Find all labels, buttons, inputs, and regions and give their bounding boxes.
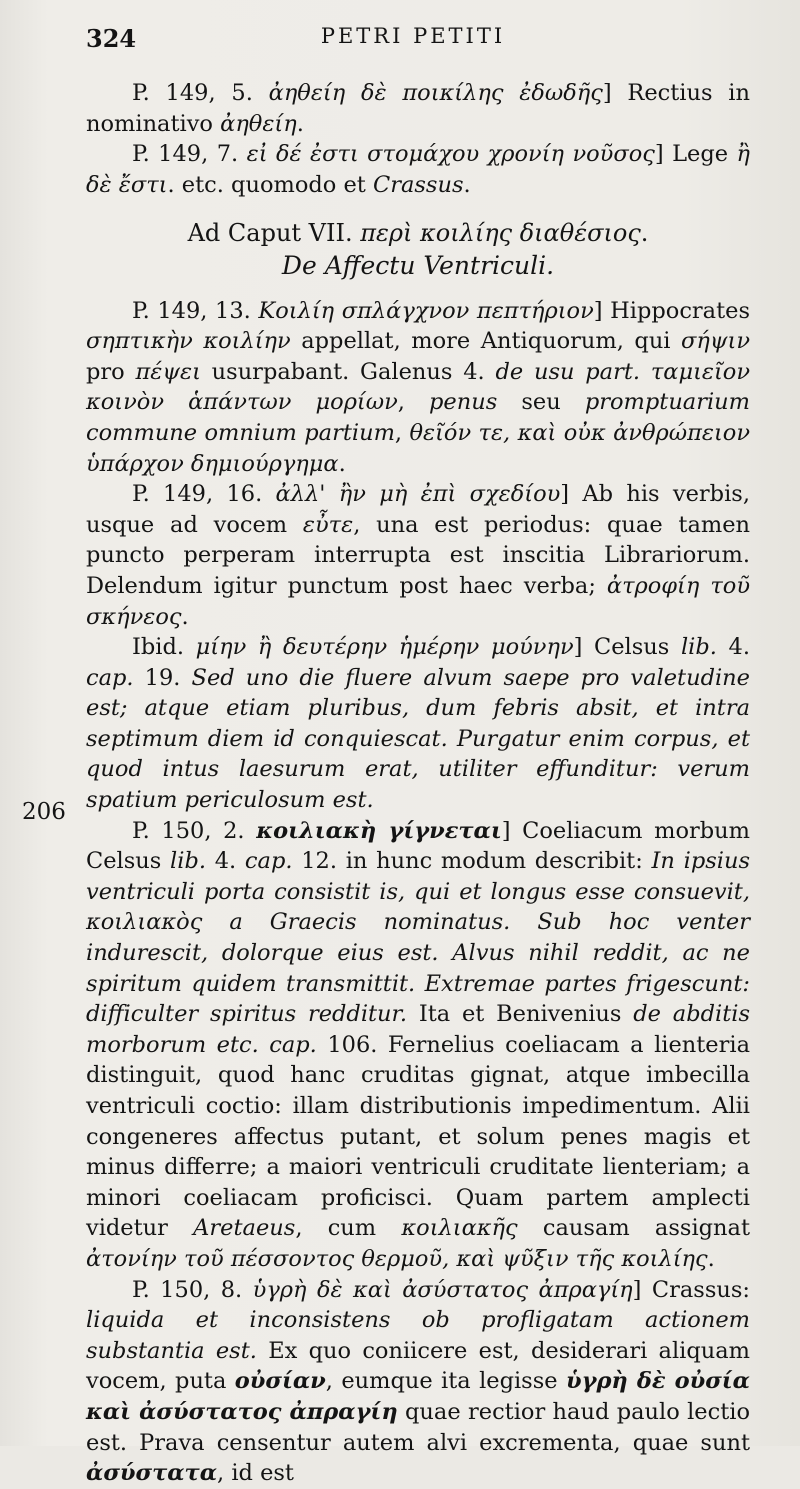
- note-text: , id est: [217, 1460, 294, 1487]
- greek-word: ἀσύστατα: [86, 1460, 218, 1487]
- page-number: 324: [86, 24, 137, 53]
- note-text: quae rectior haud paulo lectio est. Prava censentur autem alvi excrementa, quae sunt: [86, 1398, 750, 1456]
- note-text: .: [463, 171, 471, 198]
- note-text: Ex quo coniicere est, desiderari aliquam vocem, puta: [86, 1337, 751, 1395]
- note-p150-2: [86, 816, 750, 1275]
- note-text: ] Rectius in nominativo: [86, 80, 750, 137]
- note-ref: P. 149, 7.: [132, 141, 247, 168]
- note-text: ] Hippocrates: [593, 297, 750, 324]
- greek-quote: ἀτονίην τοῦ πέσσοντος θερμοῦ, καὶ ψῦξιν τῆς κοιλίης: [86, 1245, 708, 1272]
- note-text: , cum: [295, 1215, 402, 1242]
- note-text: ] Coeliacum morbum Celsus: [86, 817, 750, 875]
- heading-text: Ad Caput VII.: [187, 219, 361, 248]
- note-ref: Ibid.: [132, 634, 196, 661]
- greek-word: εὖτε: [302, 511, 354, 538]
- greek-lemma: ὑγρὴ δὲ καὶ ἀσύστατος ἀπραγίη: [252, 1276, 633, 1303]
- note-text: ] Celsus: [573, 634, 681, 661]
- note-p149-7: [86, 139, 750, 200]
- greek-lemma: Κοιλίη σπλάγχνον πεπτήριον: [258, 297, 594, 324]
- latin-quote: In ipsius ventriculi porta consistit is, qui et longus esse consuevit, κοιλιακὸς a Graecis nominatus. Sub hoc venter indurescit, dolorque eius est. Alvus nihil reddit, ac ne spiritum quidem transmittit. Extremae partes frigescunt: difficulter spiritus redditur.: [86, 848, 751, 1028]
- note-text: usurpabant. Galenus 4.: [200, 358, 496, 385]
- greek-heading: περὶ κοιλίης διαθέσιος: [360, 219, 641, 248]
- citation: cap.: [86, 664, 134, 691]
- note-text: ] Crassus:: [632, 1276, 750, 1303]
- latin-gloss: penus: [429, 389, 498, 416]
- note-ref: P. 150, 2.: [132, 817, 257, 844]
- text-body: [86, 78, 750, 1489]
- greek-word: κοιλιακῆς: [401, 1215, 518, 1242]
- work-title: de usu part.: [495, 358, 641, 385]
- note-text: causam assignat: [517, 1215, 750, 1242]
- greek-lemma: ἀηθείη δὲ ποικίλης ἐδωδῆς: [268, 80, 603, 106]
- citation: lib.: [680, 634, 717, 661]
- note-text: ,: [397, 389, 430, 416]
- note-text: 4.: [716, 634, 750, 661]
- greek-quote: θεῖόν τε, καὶ οὐκ ἀνθρώπειον ὑπάρχον δημιούργημα: [86, 419, 750, 477]
- note-text: ] Ab his verbis, usque ad vocem: [86, 481, 750, 538]
- note-text: . etc. quomodo et: [167, 171, 373, 198]
- note-ref: P. 149, 5.: [132, 80, 269, 106]
- note-p149-16: [86, 479, 750, 632]
- note-ref: P. 149, 13.: [132, 297, 259, 324]
- greek-quote: ὑγρὴ δὲ οὐσία καὶ ἀσύστατος ἀπραγίη: [86, 1368, 750, 1425]
- note-text: appellat, more Antiquorum, qui: [290, 328, 682, 355]
- note-text: ,: [394, 419, 410, 446]
- running-head: PETRI PETITI: [320, 24, 506, 48]
- greek-word: ἢ δὲ ἔστι: [86, 141, 750, 198]
- citation: lib.: [170, 848, 206, 875]
- latin-quote: liquida et inconsistens ob profligatam actionem substantia est.: [86, 1307, 750, 1364]
- note-p150-8: [86, 1275, 750, 1489]
- note-text: 4.: [206, 848, 245, 875]
- note-text: Ita et Benivenius: [407, 1001, 634, 1028]
- note-ref: P. 150, 8.: [132, 1276, 253, 1303]
- greek-word: πέψει: [135, 358, 201, 385]
- note-p149-5: [86, 78, 750, 139]
- note-text: pro: [86, 358, 136, 385]
- note-text: , eumque ita legisse: [325, 1368, 566, 1395]
- note-text: seu: [497, 389, 585, 416]
- page-header: [86, 24, 740, 64]
- greek-word: ἀτροφίη τοῦ σκήνεος: [86, 572, 751, 630]
- greek-lemma: κοιλιακὴ γίγνεται: [256, 817, 502, 844]
- note-p149-13: [86, 296, 750, 480]
- author-name: Crassus: [372, 171, 464, 198]
- note-text: .: [707, 1245, 715, 1272]
- latin-gloss: promptuarium commune omnium partium: [86, 389, 750, 446]
- latin-quote: Sed uno die fluere alvum saepe pro valetudine est; atque etiam pluribus, dum febris absit, et intra septimum diem id conquiescat. Purgatur enim corpus, et quod intus laesurum erat, utiliter effunditur: verum spatium periculosum est.: [86, 664, 750, 814]
- note-text: .: [338, 450, 346, 477]
- note-text: 19.: [133, 664, 192, 691]
- greek-word: σηπτικὴν κοιλίην: [86, 328, 291, 355]
- citation: cap.: [244, 848, 293, 875]
- note-text: 106. Fernelius coeliacam a lienteria distinguit, quod hanc cruditas gignat, atque imbecilla ventriculi coctio: illam distributionis impedimentum. Alii congeneres affectus putant, et solum penes magis et minus differre; a maiori ventriculi cruditate lienteriam; a minori coeliacam proficisci. Quam partem amplecti videtur: [86, 1031, 750, 1242]
- note-text: ] Lege: [654, 141, 737, 168]
- note-ref: P. 149, 16.: [132, 481, 276, 508]
- greek-word: οὐσίαν: [234, 1368, 326, 1395]
- margin-page-reference: 206: [22, 799, 66, 825]
- author-name: Aretaeus: [193, 1215, 296, 1242]
- greek-word: σήψιν: [681, 328, 751, 355]
- greek-quote: ταμιεῖον κοινὸν ἁπάντων μορίων: [86, 358, 751, 416]
- note-text: 12. in hunc modum describit:: [292, 848, 652, 875]
- note-ibid: [86, 632, 750, 816]
- note-text: [640, 359, 651, 385]
- note-text: .: [181, 603, 189, 630]
- note-text: , una est periodus: quae tamen puncto perperam interrupta est inscitia Librariorum. Delendum igitur punctum post haec verba;: [86, 511, 751, 599]
- work-title: de abditis morborum etc. cap.: [86, 1001, 750, 1058]
- greek-lemma: μίην ἢ δευτέρην ἡμέρην μούνην: [195, 634, 574, 661]
- note-text: .: [296, 110, 304, 137]
- chapter-subheading: De Affectu Ventriculi.: [281, 250, 555, 280]
- chapter-heading: [86, 218, 750, 249]
- heading-text: .: [640, 219, 649, 248]
- greek-lemma: εἰ δέ ἐστι στομάχου χρονίη νοῦσος: [246, 141, 655, 168]
- greek-word: ἀηθείη: [220, 110, 297, 137]
- greek-lemma: ἀλλ' ἢν μὴ ἐπὶ σχεδίου: [275, 481, 561, 508]
